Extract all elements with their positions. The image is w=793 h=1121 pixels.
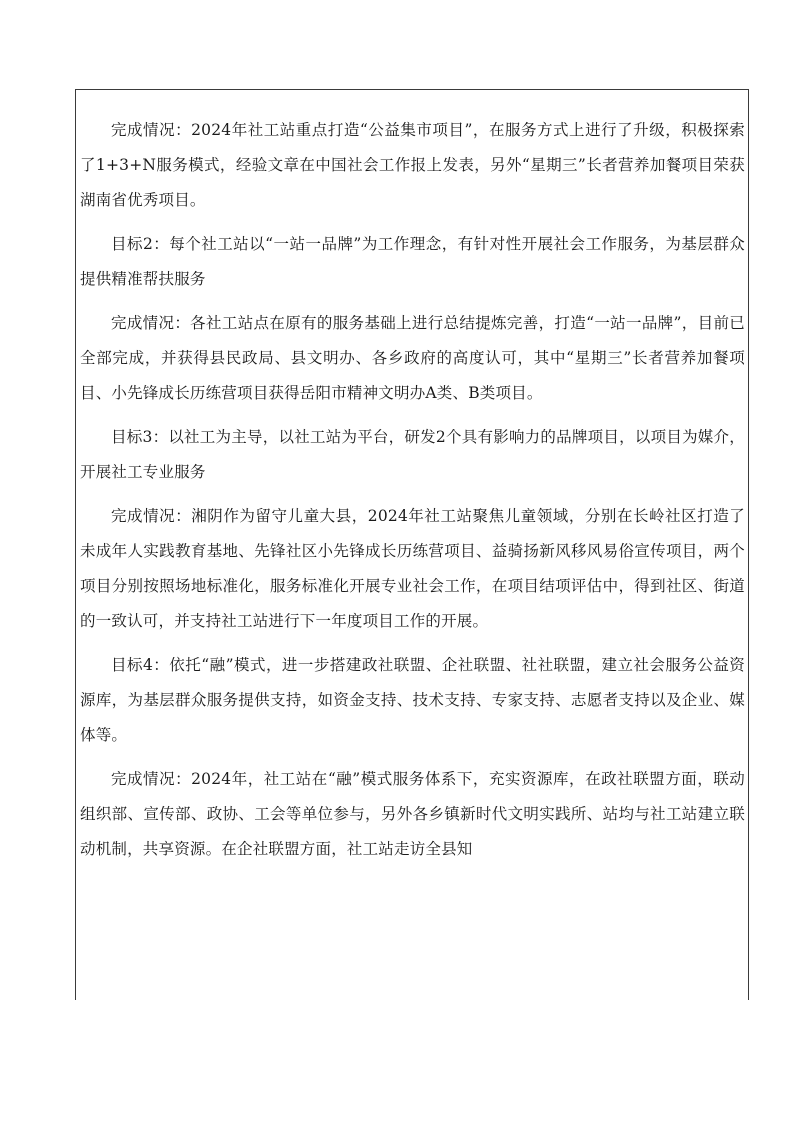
paragraph-completion-2: 完成情况：各社工站点在原有的服务基础上进行总结提炼完善，打造“一站一品牌”，目前已全部完成，并获得县民政局、县文明办、各乡政府的高度认可，其中“星期三”长者营养加餐项目、小先锋成长历练营项目获得岳阳市精神文明办A类、B类项目。	[80, 314, 745, 402]
paragraph-goal-2: 目标2：每个社工站以“一站一品牌”为工作理念，有针对性开展社会工作服务，为基层群众提供精准帮扶服务	[80, 235, 745, 288]
paragraph-completion-3: 完成情况：湘阴作为留守儿童大县，2024年社工站聚焦儿童领域，分别在长岭社区打造了未成年人实践教育基地、先锋社区小先锋成长历练营项目、益骑扬新风移风易俗宣传项目，两个项目分别按照场地标准化，服务标准化开展专业社会工作，在项目结项评估中，得到社区、街道的一致认可，并支持社工站进行下一年度项目工作的开展。	[80, 507, 745, 630]
paragraph-goal-3: 目标3：以社工为主导，以社工站为平台，研发2个具有影响力的品牌项目，以项目为媒介，开展社工专业服务	[80, 428, 745, 481]
paragraph-goal-4: 目标4：依托“融”模式，进一步搭建政社联盟、企社联盟、社社联盟，建立社会服务公益资源库，为基层群众服务提供支持，如资金支持、技术支持、专家支持、志愿者支持以及企业、媒体等。	[80, 656, 745, 744]
document-body	[80, 113, 745, 876]
paragraph-completion-4: 完成情况：2024年，社工站在“融”模式服务体系下，充实资源库，在政社联盟方面，联动组织部、宣传部、政协、工会等单位参与，另外各乡镇新时代文明实践所、站均与社工站建立联动机制，共享资源。在企社联盟方面，社工站走访全县知	[80, 770, 745, 858]
paragraph-completion-1: 完成情况：2024年社工站重点打造“公益集市项目”，在服务方式上进行了升级，积极探索了1+3+N服务模式，经验文章在中国社会工作报上发表，另外“星期三”长者营养加餐项目荣获湖南省优秀项目。	[80, 121, 745, 209]
